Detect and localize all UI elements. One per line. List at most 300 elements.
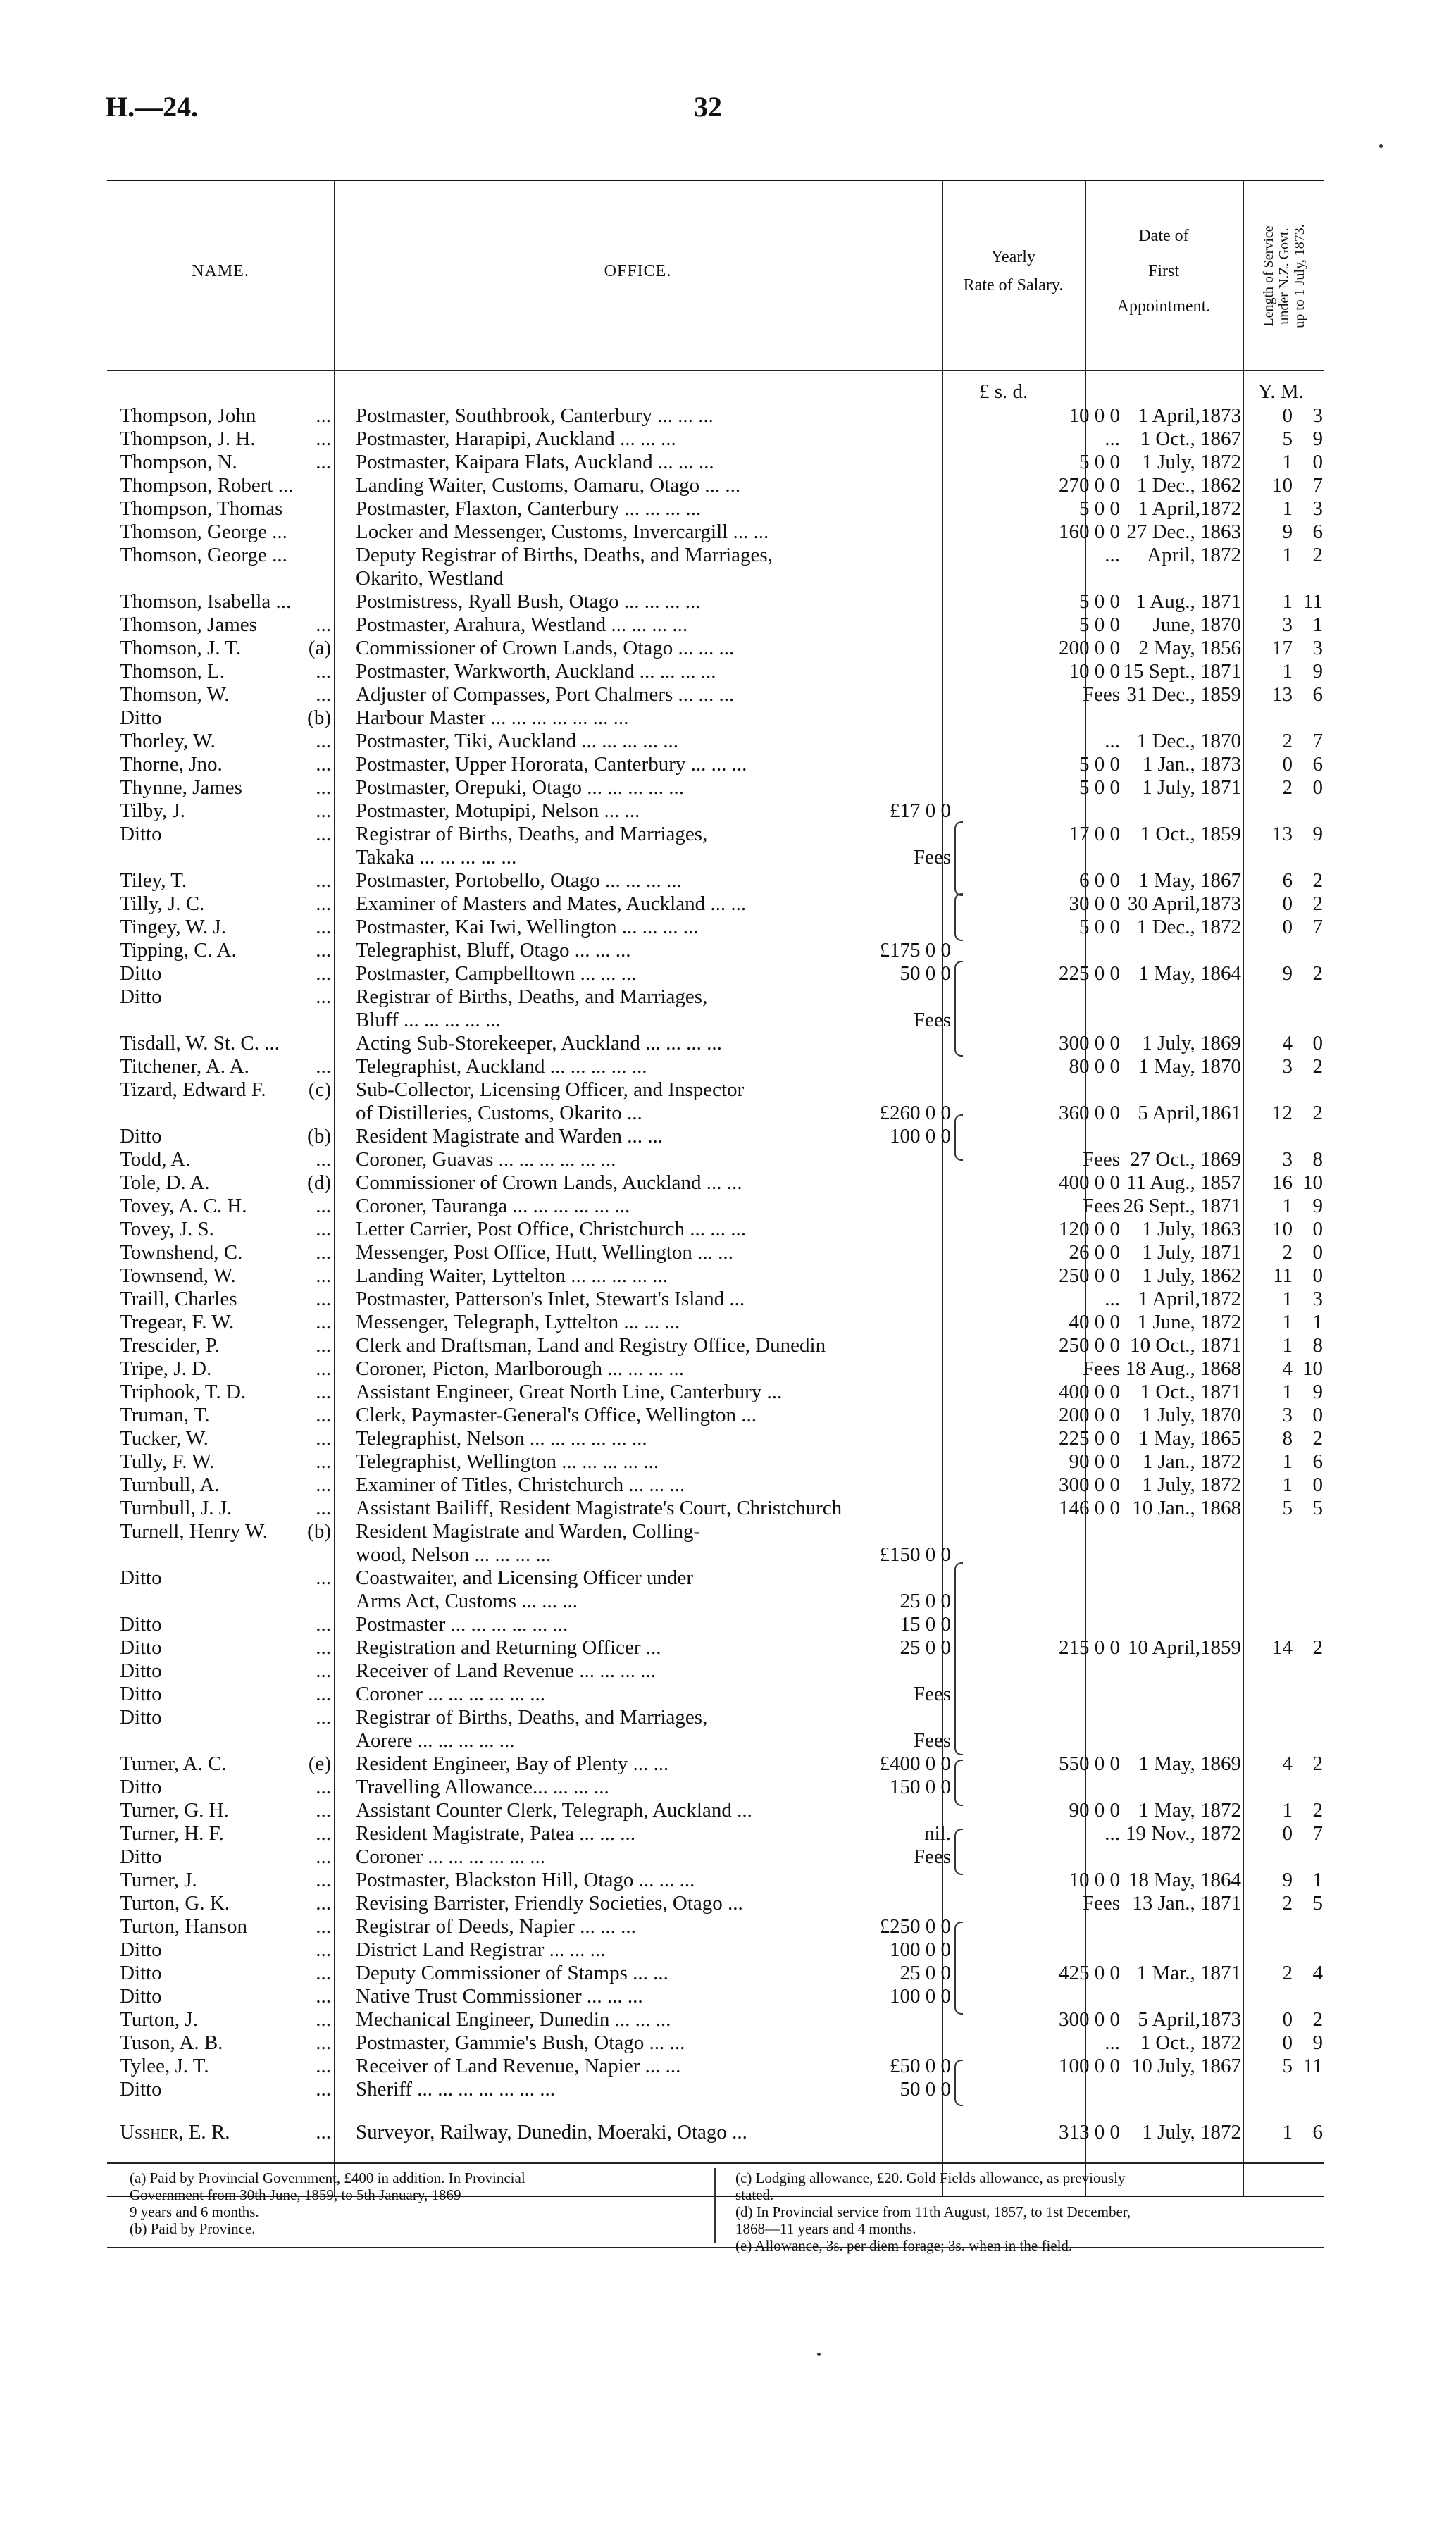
row-mark: ... bbox=[316, 1776, 331, 1798]
date-header-line2: First bbox=[1147, 262, 1179, 280]
date-header-line1: Date of bbox=[1138, 227, 1189, 245]
row-service-months: 2 bbox=[1312, 544, 1323, 566]
row-mark: ... bbox=[316, 1567, 331, 1589]
row-office: Deputy Registrar of Births, Deaths, and Marriages, bbox=[356, 544, 773, 566]
row-name: Turnbull, A. bbox=[120, 1474, 220, 1496]
table-row bbox=[0, 451, 1456, 474]
grouping-brace bbox=[954, 821, 963, 896]
row-salary: 160 0 0 bbox=[1059, 521, 1120, 543]
row-service-years: 3 bbox=[1282, 1148, 1293, 1171]
table-row bbox=[0, 1404, 1456, 1427]
row-service-months: 10 bbox=[1302, 1171, 1323, 1194]
row-service-months: 3 bbox=[1312, 404, 1323, 427]
row-office: Bluff ... ... ... ... ... bbox=[356, 1009, 501, 1031]
row-office: Registrar of Births, Deaths, and Marriages, bbox=[356, 1706, 708, 1729]
row-service-months: 10 bbox=[1302, 1357, 1323, 1380]
footnote-c-line2: stated. bbox=[735, 2186, 774, 2203]
table-row bbox=[0, 567, 1456, 590]
row-office: Postmaster, Kaipara Flats, Auckland ... ... ... bbox=[356, 451, 714, 473]
table-row bbox=[0, 1985, 1456, 2008]
row-service-months: 6 bbox=[1312, 683, 1323, 706]
row-salary: Fees bbox=[1082, 1357, 1120, 1380]
row-office: Receiver of Land Revenue ... ... ... ... bbox=[356, 1660, 656, 1682]
row-name: Thomson, Isabella ... bbox=[120, 590, 292, 613]
row-mark: ... bbox=[316, 2121, 331, 2143]
row-office: Resident Magistrate, Patea ... ... ... bbox=[356, 1822, 636, 1845]
row-appointment-date: 1 July, 1871 bbox=[1142, 776, 1241, 799]
row-service-years: 1 bbox=[1282, 1450, 1293, 1473]
row-service-months: 0 bbox=[1312, 1264, 1323, 1287]
row-mark: (e) bbox=[308, 1753, 331, 1775]
row-salary: 80 0 0 bbox=[1069, 1055, 1120, 1078]
row-salary: 5 0 0 bbox=[1079, 497, 1120, 520]
row-service-years: 9 bbox=[1282, 962, 1293, 985]
row-service-months: 0 bbox=[1312, 1404, 1323, 1426]
row-appointment-date: 11 Aug., 1857 bbox=[1126, 1171, 1241, 1194]
row-salary: 215 0 0 bbox=[1059, 1636, 1120, 1659]
row-salary: 400 0 0 bbox=[1059, 1171, 1120, 1194]
table-row bbox=[0, 1055, 1456, 1078]
row-salary: ... bbox=[1105, 544, 1120, 566]
service-header-line2: under N.Z. Govt. bbox=[1276, 228, 1292, 325]
row-office: Assistant Engineer, Great North Line, Canterbury ... bbox=[356, 1381, 783, 1403]
row-service-months: 3 bbox=[1312, 637, 1323, 659]
row-appointment-date: 1 Jan., 1873 bbox=[1142, 753, 1241, 776]
row-office: Postmistress, Ryall Bush, Otago ... ... ... ... bbox=[356, 590, 701, 613]
row-mark: ... bbox=[316, 1938, 331, 1961]
row-office: Postmaster, Blackston Hill, Otago ... ... ... bbox=[356, 1869, 695, 1891]
table-row bbox=[0, 637, 1456, 660]
row-salary: 300 0 0 bbox=[1059, 1032, 1120, 1054]
row-appointment-date: 1 May, 1867 bbox=[1138, 869, 1241, 892]
row-appointment-date: 1 June, 1872 bbox=[1137, 1311, 1241, 1333]
row-name: Thompson, Robert ... bbox=[120, 474, 294, 497]
row-mark: ... bbox=[316, 1264, 331, 1287]
row-appointment-date: 1 April,1872 bbox=[1138, 497, 1241, 520]
row-service-years: 3 bbox=[1282, 1404, 1293, 1426]
row-name: Triphook, T. D. bbox=[120, 1381, 247, 1403]
row-name: Ditto bbox=[120, 985, 162, 1008]
row-appointment-date: 1 Oct., 1867 bbox=[1140, 428, 1241, 450]
row-name: Ditto bbox=[120, 1660, 162, 1682]
row-mark: ... bbox=[316, 683, 331, 706]
row-name: Thomson, L. bbox=[120, 660, 225, 683]
table-row bbox=[0, 799, 1456, 823]
table-row bbox=[0, 1590, 1456, 1613]
row-salary: 100 0 0 bbox=[1059, 2055, 1120, 2077]
row-service-months: 9 bbox=[1312, 1381, 1323, 1403]
row-service-years: 4 bbox=[1282, 1032, 1293, 1054]
row-item-amount: £400 0 0 bbox=[879, 1753, 951, 1775]
row-office: Telegraphist, Auckland ... ... ... ... ... bbox=[356, 1055, 647, 1078]
row-appointment-date: 1 July, 1869 bbox=[1142, 1032, 1241, 1054]
row-item-amount: £250 0 0 bbox=[879, 1915, 951, 1938]
row-item-amount: 50 0 0 bbox=[900, 2078, 951, 2100]
row-office: Clerk and Draftsman, Land and Registry Office, Dunedin bbox=[356, 1334, 826, 1357]
row-mark: ... bbox=[316, 1427, 331, 1450]
table-row bbox=[0, 1148, 1456, 1171]
row-office: Examiner of Titles, Christchurch ... ... ... bbox=[356, 1474, 685, 1496]
row-mark: ... bbox=[316, 985, 331, 1008]
row-office: Sheriff ... ... ... ... ... ... ... bbox=[356, 2078, 556, 2100]
table-row bbox=[0, 1543, 1456, 1567]
row-service-months: 0 bbox=[1312, 1474, 1323, 1496]
row-service-years: 14 bbox=[1272, 1636, 1293, 1659]
row-salary: ... bbox=[1105, 428, 1120, 450]
row-service-months: 5 bbox=[1312, 1892, 1323, 1915]
row-service-months: 1 bbox=[1312, 614, 1323, 636]
row-salary: 270 0 0 bbox=[1059, 474, 1120, 497]
table-row bbox=[0, 1078, 1456, 1102]
table-row bbox=[0, 497, 1456, 521]
row-service-months: 7 bbox=[1312, 730, 1323, 752]
row-salary: 200 0 0 bbox=[1059, 1404, 1120, 1426]
row-appointment-date: 1 April,1873 bbox=[1138, 404, 1241, 427]
row-office: Harbour Master ... ... ... ... ... ... ... bbox=[356, 706, 629, 729]
grouping-brace bbox=[954, 1760, 963, 1806]
row-item-amount: Fees bbox=[913, 1683, 951, 1705]
table-row bbox=[0, 1660, 1456, 1683]
row-service-months: 1 bbox=[1312, 1869, 1323, 1891]
row-mark: ... bbox=[316, 892, 331, 915]
row-service-months: 2 bbox=[1312, 1055, 1323, 1078]
row-mark: ... bbox=[316, 1055, 331, 1078]
row-office: Coroner, Guavas ... ... ... ... ... ... bbox=[356, 1148, 616, 1171]
row-mark: ... bbox=[316, 1148, 331, 1171]
row-office: Commissioner of Crown Lands, Auckland ... ... bbox=[356, 1171, 742, 1194]
row-service-years: 2 bbox=[1282, 1892, 1293, 1915]
row-office: Acting Sub-Storekeeper, Auckland ... ... ... ... bbox=[356, 1032, 722, 1054]
row-service-months: 0 bbox=[1312, 451, 1323, 473]
row-mark: ... bbox=[316, 823, 331, 845]
row-service-months: 2 bbox=[1312, 1102, 1323, 1124]
row-service-years: 10 bbox=[1272, 474, 1293, 497]
row-office: Letter Carrier, Post Office, Christchurch ... ... ... bbox=[356, 1218, 746, 1240]
row-mark: ... bbox=[316, 869, 331, 892]
row-service-months: 0 bbox=[1312, 1241, 1323, 1264]
row-office: Coroner, Tauranga ... ... ... ... ... ... bbox=[356, 1195, 630, 1217]
row-salary: 90 0 0 bbox=[1069, 1799, 1120, 1822]
row-appointment-date: 18 May, 1864 bbox=[1128, 1869, 1241, 1891]
row-office: Assistant Counter Clerk, Telegraph, Auckland ... bbox=[356, 1799, 752, 1822]
footnote-c-line1: (c) Lodging allowance, £20. Gold Fields allowance, as previously bbox=[735, 2170, 1126, 2186]
table-row bbox=[0, 1218, 1456, 1241]
table-row bbox=[0, 869, 1456, 892]
row-service-years: 3 bbox=[1282, 1055, 1293, 1078]
row-salary: ... bbox=[1105, 730, 1120, 752]
row-name: Thynne, James bbox=[120, 776, 242, 799]
row-office: of Distilleries, Customs, Okarito ... bbox=[356, 1102, 642, 1124]
row-mark: ... bbox=[316, 1404, 331, 1426]
row-salary: 40 0 0 bbox=[1069, 1311, 1120, 1333]
row-service-months: 6 bbox=[1312, 1450, 1323, 1473]
service-column-header bbox=[1245, 188, 1323, 364]
row-salary: Fees bbox=[1082, 1892, 1120, 1915]
units-row bbox=[0, 380, 1456, 404]
row-item-amount: £260 0 0 bbox=[879, 1102, 951, 1124]
row-office: Postmaster, Tiki, Auckland ... ... ... ... ... bbox=[356, 730, 679, 752]
row-service-months: 11 bbox=[1303, 590, 1323, 613]
row-name: Ditto bbox=[120, 1683, 162, 1705]
row-office: Clerk, Paymaster-General's Office, Wellington ... bbox=[356, 1404, 757, 1426]
row-appointment-date: 10 July, 1867 bbox=[1131, 2055, 1241, 2077]
table-row bbox=[0, 1171, 1456, 1195]
row-item-amount: 100 0 0 bbox=[890, 1125, 951, 1147]
row-service-months: 9 bbox=[1312, 660, 1323, 683]
row-service-years: 0 bbox=[1282, 892, 1293, 915]
row-service-years: 12 bbox=[1272, 1102, 1293, 1124]
row-salary: 5 0 0 bbox=[1079, 614, 1120, 636]
row-mark: ... bbox=[316, 404, 331, 427]
row-name: Truman, T. bbox=[120, 1404, 210, 1426]
table-row bbox=[0, 1381, 1456, 1404]
row-name: Thorley, W. bbox=[120, 730, 216, 752]
row-name: Tipping, C. A. bbox=[120, 939, 237, 961]
row-office: Deputy Commissioner of Stamps ... ... bbox=[356, 1962, 668, 1984]
row-office: Postmaster, Arahura, Westland ... ... ... ... bbox=[356, 614, 688, 636]
row-name: Tucker, W. bbox=[120, 1427, 209, 1450]
row-appointment-date: 10 Jan., 1868 bbox=[1132, 1497, 1241, 1519]
table-row bbox=[0, 614, 1456, 637]
row-name: Turner, G. H. bbox=[120, 1799, 229, 1822]
row-service-months: 7 bbox=[1312, 916, 1323, 938]
table-row bbox=[0, 1102, 1456, 1125]
row-office: Postmaster, Motupipi, Nelson ... ... bbox=[356, 799, 640, 822]
row-mark: ... bbox=[316, 1195, 331, 1217]
table-row bbox=[0, 2055, 1456, 2078]
row-office: Revising Barrister, Friendly Societies, Otago ... bbox=[356, 1892, 743, 1915]
row-mark: (b) bbox=[307, 706, 331, 729]
header-rule bbox=[107, 370, 1324, 371]
row-service-years: 5 bbox=[1282, 1497, 1293, 1519]
row-mark: ... bbox=[316, 1288, 331, 1310]
row-appointment-date: 1 July, 1872 bbox=[1142, 1474, 1241, 1496]
row-service-months: 2 bbox=[1312, 1753, 1323, 1775]
row-name: Ditto bbox=[120, 1567, 162, 1589]
row-salary: 5 0 0 bbox=[1079, 451, 1120, 473]
row-name: Tingey, W. J. bbox=[120, 916, 226, 938]
table-row bbox=[0, 428, 1456, 451]
row-name: Turton, Hanson bbox=[120, 1915, 248, 1938]
row-name: Ditto bbox=[120, 1636, 162, 1659]
row-service-months: 9 bbox=[1312, 823, 1323, 845]
row-service-years: 9 bbox=[1282, 521, 1293, 543]
row-appointment-date: 1 July, 1871 bbox=[1142, 1241, 1241, 1264]
row-appointment-date: 27 Oct., 1869 bbox=[1130, 1148, 1241, 1171]
row-mark: ... bbox=[316, 916, 331, 938]
service-header-line1: Length of Service bbox=[1261, 225, 1276, 327]
row-salary: Fees bbox=[1082, 683, 1120, 706]
row-appointment-date: 1 July, 1872 bbox=[1142, 451, 1241, 473]
row-salary: 10 0 0 bbox=[1069, 1869, 1120, 1891]
row-service-months: 2 bbox=[1312, 1636, 1323, 1659]
row-service-years: 5 bbox=[1282, 2055, 1293, 2077]
name-column-header: NAME. bbox=[192, 262, 249, 280]
row-service-months: 8 bbox=[1312, 1148, 1323, 1171]
service-units: Y. M. bbox=[1258, 380, 1304, 403]
row-name: Turton, J. bbox=[120, 2008, 198, 2031]
row-item-amount: Fees bbox=[913, 1729, 951, 1752]
table-row bbox=[0, 683, 1456, 706]
row-mark: ... bbox=[316, 660, 331, 683]
table-row bbox=[0, 1311, 1456, 1334]
table-row bbox=[0, 1799, 1456, 1822]
row-mark: ... bbox=[316, 1334, 331, 1357]
row-appointment-date: 1 May, 1872 bbox=[1138, 1799, 1241, 1822]
table-row bbox=[0, 706, 1456, 730]
row-service-years: 1 bbox=[1282, 2121, 1293, 2143]
row-appointment-date: 18 Aug., 1868 bbox=[1125, 1357, 1241, 1380]
row-appointment-date: 1 Oct., 1871 bbox=[1140, 1381, 1241, 1403]
row-office: Okarito, Westland bbox=[356, 567, 504, 590]
row-item-amount: Fees bbox=[913, 1845, 951, 1868]
salary-header-line2: Rate of Salary. bbox=[963, 276, 1064, 294]
table-row bbox=[0, 1915, 1456, 1938]
row-name: Tilly, J. C. bbox=[120, 892, 205, 915]
row-mark: ... bbox=[316, 1241, 331, 1264]
row-office: Coroner ... ... ... ... ... ... bbox=[356, 1845, 546, 1868]
table-row bbox=[0, 916, 1456, 939]
row-mark: ... bbox=[316, 1869, 331, 1891]
table-row bbox=[0, 776, 1456, 799]
row-salary: 10 0 0 bbox=[1069, 404, 1120, 427]
row-office: Coroner ... ... ... ... ... ... bbox=[356, 1683, 546, 1705]
row-salary: 313 0 0 bbox=[1059, 2121, 1120, 2143]
row-mark: ... bbox=[316, 962, 331, 985]
row-mark: ... bbox=[316, 1497, 331, 1519]
row-office: Messenger, Post Office, Hutt, Wellington ... ... bbox=[356, 1241, 733, 1264]
row-mark: ... bbox=[316, 753, 331, 776]
footnote-d-line2: 1868—11 years and 4 months. bbox=[735, 2220, 916, 2237]
office-column-header: OFFICE. bbox=[604, 262, 672, 280]
row-office: Landing Waiter, Lyttelton ... ... ... ... ... bbox=[356, 1264, 668, 1287]
row-item-amount: Fees bbox=[913, 1009, 951, 1031]
row-service-months: 5 bbox=[1312, 1497, 1323, 1519]
row-service-years: 13 bbox=[1272, 823, 1293, 845]
row-item-amount: 50 0 0 bbox=[900, 962, 951, 985]
row-appointment-date: 27 Dec., 1863 bbox=[1126, 521, 1241, 543]
row-mark: ... bbox=[316, 1962, 331, 1984]
row-salary: 30 0 0 bbox=[1069, 892, 1120, 915]
row-salary: 146 0 0 bbox=[1059, 1497, 1120, 1519]
row-office: Adjuster of Compasses, Port Chalmers ... ... ... bbox=[356, 683, 735, 706]
row-name: Ditto bbox=[120, 962, 162, 985]
row-name: Tregear, F. W. bbox=[120, 1311, 235, 1333]
row-salary: 400 0 0 bbox=[1059, 1381, 1120, 1403]
row-mark: ... bbox=[316, 1450, 331, 1473]
print-speck bbox=[1379, 144, 1383, 148]
row-salary: 200 0 0 bbox=[1059, 637, 1120, 659]
row-office: Postmaster, Southbrook, Canterbury ... ... ... bbox=[356, 404, 714, 427]
table-row bbox=[0, 1729, 1456, 1753]
table-row bbox=[0, 404, 1456, 428]
row-name: Thorne, Jno. bbox=[120, 753, 223, 776]
row-service-months: 2 bbox=[1312, 1427, 1323, 1450]
row-office: wood, Nelson ... ... ... ... bbox=[356, 1543, 552, 1566]
row-appointment-date: 1 Oct., 1859 bbox=[1140, 823, 1241, 845]
row-service-years: 0 bbox=[1282, 2031, 1293, 2054]
row-appointment-date: June, 1870 bbox=[1152, 614, 1241, 636]
row-name: Trescider, P. bbox=[120, 1334, 220, 1357]
table-row bbox=[0, 1938, 1456, 1962]
row-mark: ... bbox=[316, 2078, 331, 2100]
row-name: Ussher, E. R. bbox=[120, 2121, 230, 2143]
row-office: Receiver of Land Revenue, Napier ... ... bbox=[356, 2055, 681, 2077]
row-appointment-date: 1 Dec., 1862 bbox=[1136, 474, 1241, 497]
row-office: Coastwaiter, and Licensing Officer under bbox=[356, 1567, 694, 1589]
row-office: Telegraphist, Wellington ... ... ... ... ... bbox=[356, 1450, 659, 1473]
grouping-brace bbox=[954, 961, 963, 1057]
row-item-amount: £175 0 0 bbox=[879, 939, 951, 961]
row-name: Ditto bbox=[120, 1985, 162, 2008]
row-appointment-date: 1 May, 1870 bbox=[1138, 1055, 1241, 1078]
row-name: Turnbull, J. J. bbox=[120, 1497, 232, 1519]
row-office: Registrar of Births, Deaths, and Marriages, bbox=[356, 823, 708, 845]
row-mark: (d) bbox=[307, 1171, 331, 1194]
row-mark: ... bbox=[316, 428, 331, 450]
table-row bbox=[0, 730, 1456, 753]
grouping-brace bbox=[954, 1922, 963, 2015]
row-mark: ... bbox=[316, 1474, 331, 1496]
document-id: H.—24. bbox=[106, 91, 199, 123]
row-office: Native Trust Commissioner ... ... ... bbox=[356, 1985, 643, 2008]
row-item-amount: 100 0 0 bbox=[890, 1985, 951, 2008]
row-appointment-date: 26 Sept., 1871 bbox=[1123, 1195, 1241, 1217]
page-number: 32 bbox=[694, 91, 722, 123]
row-item-amount: 150 0 0 bbox=[890, 1776, 951, 1798]
table-row bbox=[0, 1474, 1456, 1497]
row-mark: ... bbox=[316, 799, 331, 822]
row-service-months: 0 bbox=[1312, 1218, 1323, 1240]
row-office: Postmaster, Harapipi, Auckland ... ... ... bbox=[356, 428, 676, 450]
row-name: Tully, F. W. bbox=[120, 1450, 215, 1473]
row-name: Townsend, W. bbox=[120, 1264, 236, 1287]
table-row bbox=[0, 1636, 1456, 1660]
row-item-amount: £50 0 0 bbox=[890, 2055, 951, 2077]
row-mark: ... bbox=[316, 1381, 331, 1403]
row-name: Tylee, J. T. bbox=[120, 2055, 209, 2077]
table-row bbox=[0, 1009, 1456, 1032]
row-appointment-date: 31 Dec., 1859 bbox=[1126, 683, 1241, 706]
row-mark: ... bbox=[316, 939, 331, 961]
row-item-amount: 100 0 0 bbox=[890, 1938, 951, 1961]
row-appointment-date: 1 Oct., 1872 bbox=[1140, 2031, 1241, 2054]
row-salary: 26 0 0 bbox=[1069, 1241, 1120, 1264]
row-office: Commissioner of Crown Lands, Otago ... ... ... bbox=[356, 637, 735, 659]
salary-units: £ s. d. bbox=[979, 380, 1028, 403]
row-name: Thomson, J. T. bbox=[120, 637, 242, 659]
table-row bbox=[0, 985, 1456, 1009]
row-name: Thomson, James bbox=[120, 614, 257, 636]
row-name: Tiley, T. bbox=[120, 869, 187, 892]
row-service-months: 6 bbox=[1312, 2121, 1323, 2143]
row-mark: (b) bbox=[307, 1125, 331, 1147]
row-service-years: 1 bbox=[1282, 1334, 1293, 1357]
row-appointment-date: 1 July, 1870 bbox=[1142, 1404, 1241, 1426]
row-service-years: 1 bbox=[1282, 1474, 1293, 1496]
row-service-months: 0 bbox=[1312, 1032, 1323, 1054]
table-row bbox=[0, 590, 1456, 614]
grouping-brace bbox=[954, 2060, 963, 2106]
row-service-months: 0 bbox=[1312, 776, 1323, 799]
table-row bbox=[0, 1706, 1456, 1729]
row-service-months: 2 bbox=[1312, 892, 1323, 915]
row-service-years: 1 bbox=[1282, 1288, 1293, 1310]
row-office: Postmaster, Gammie's Bush, Otago ... ... bbox=[356, 2031, 685, 2054]
row-mark: ... bbox=[316, 776, 331, 799]
row-name: Tuson, A. B. bbox=[120, 2031, 223, 2054]
row-service-years: 1 bbox=[1282, 590, 1293, 613]
